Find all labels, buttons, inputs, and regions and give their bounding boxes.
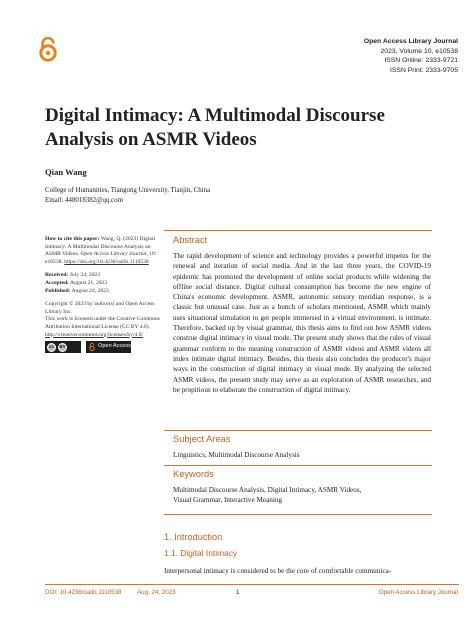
issn-online: ISSN Online: 2333-9721 (384, 57, 458, 65)
open-access-label: Open Access (98, 343, 131, 350)
doi-link[interactable]: https://doi.org/10.4236/oalib.1110538 (64, 258, 149, 265)
subject-areas-heading: Subject Areas (173, 434, 231, 444)
cite-text: Wang, Q. (2023) Digital Intimacy: A Multimodal Discourse Analysis on ASMR Videos. (45, 236, 156, 258)
citation (45, 236, 163, 266)
keywords-end-rule (164, 514, 432, 515)
footer-date: Aug. 24, 2023 (137, 589, 176, 596)
open-access-lock-icon (89, 343, 95, 351)
open-access-logo-icon (38, 37, 58, 63)
license-link[interactable]: http://creativecommons.org/licenses/by/4.0/ (45, 331, 144, 338)
article-sidebar (45, 236, 163, 353)
page-number: 1 (236, 589, 240, 596)
abstract-text: The rapid development of science and technology provides a powerful impetus for the renewal and iteration of social media. And in the last three years, the COVID-19 epidemic has promoted the development of online social products while widening the offline social distance. Digital cultural consumption has become the new engine of China's economic development. ASMR, autonomic sensory meridian response, is a classic but unusual case. Just as a bunch of scholars mentioned, ASMR which mainly uses situational simulation to get people immersed in a virtual environment, is intimate. Therefore, backed up by visual grammar, this thesis aims to find out how ASMR videos construe digital intimacy in visual mode. The present study shows that the rules of visual grammar conform to the meaning construction of ASMR videos and ASMR videos all index intimate digital intimacy. Besides, this thesis also concludes the producer's major ways in the construction of digital intimacy in visual mode. By analyzing the selected ASMR videos, the present study may serve as an exploration of ASMR researches, and be propitious to elaborate the construction of digital intimacy. (173, 252, 431, 394)
introduction-text: Interpersonal intimacy is considered to be the core of comfortable communica- (164, 567, 392, 575)
digital-intimacy-subheading: 1.1. Digital Intimacy (164, 548, 238, 558)
affiliation-block (45, 186, 210, 206)
abstract-heading: Abstract (173, 235, 208, 245)
license-badges (45, 341, 163, 353)
keywords-line-2: Visual Grammar, Interactive Meaning (173, 496, 283, 504)
introduction-heading: 1. Introduction (164, 532, 223, 542)
journal-volume: 2023, Volume 10, e10538 (380, 47, 458, 55)
accepted-date: August 21, 2023 (68, 279, 108, 286)
subject-areas-text: Linguistics, Multimodal Discourse Analysis (173, 451, 300, 459)
cite-label: How to cite this paper: (45, 236, 100, 242)
keywords-rule (164, 465, 432, 466)
footer-rule (45, 584, 459, 585)
cite-journal: Open Access Library Journal (80, 251, 147, 258)
affiliation: College of Humanities, Tiangong University, Tianjin, China (45, 187, 211, 194)
author-name: Qian Wang (45, 167, 87, 177)
received-date: July 24, 2023 (68, 272, 100, 279)
copyright: Copyright © 2023 by author(s) and Open Access Library Inc. (45, 301, 155, 315)
cc-by-badge[interactable] (45, 341, 81, 353)
journal-info (364, 37, 458, 75)
cite-volume: , 10: e10538. (45, 251, 157, 265)
dates (45, 272, 163, 295)
open-access-badge[interactable] (86, 341, 131, 353)
license-text: This work is licensed under the Creative Commons Attribution International License (CC BY 4.0). (45, 316, 160, 330)
author-email: Email: 448018382@qq.com (45, 197, 123, 205)
keywords-heading: Keywords (173, 469, 214, 479)
license-block (45, 301, 163, 339)
keywords-line-1: Multimodal Discourse Analysis, Digital Intimacy, ASMR Videos, (173, 486, 362, 494)
footer-journal: Open Access Library Journal (378, 589, 458, 596)
published-date: August 24, 2023 (70, 287, 109, 294)
issn-print: ISSN Print: 2333-9705 (389, 66, 458, 74)
creative-commons-icon: cc (47, 343, 56, 352)
journal-name: Open Access Library Journal (363, 38, 458, 45)
footer-doi[interactable]: DOI: 10.4236/oalib.1110538 (45, 589, 122, 596)
paper-title: Digital Intimacy: A Multimodal Discourse Analysis on ASMR Videos (45, 105, 385, 150)
received-label: Received: (45, 272, 69, 279)
abstract-rule (164, 230, 432, 231)
accepted-label: Accepted: (45, 279, 69, 286)
subject-rule (164, 430, 432, 431)
attribution-icon: BY (58, 343, 67, 352)
published-label: Published: (45, 287, 71, 294)
